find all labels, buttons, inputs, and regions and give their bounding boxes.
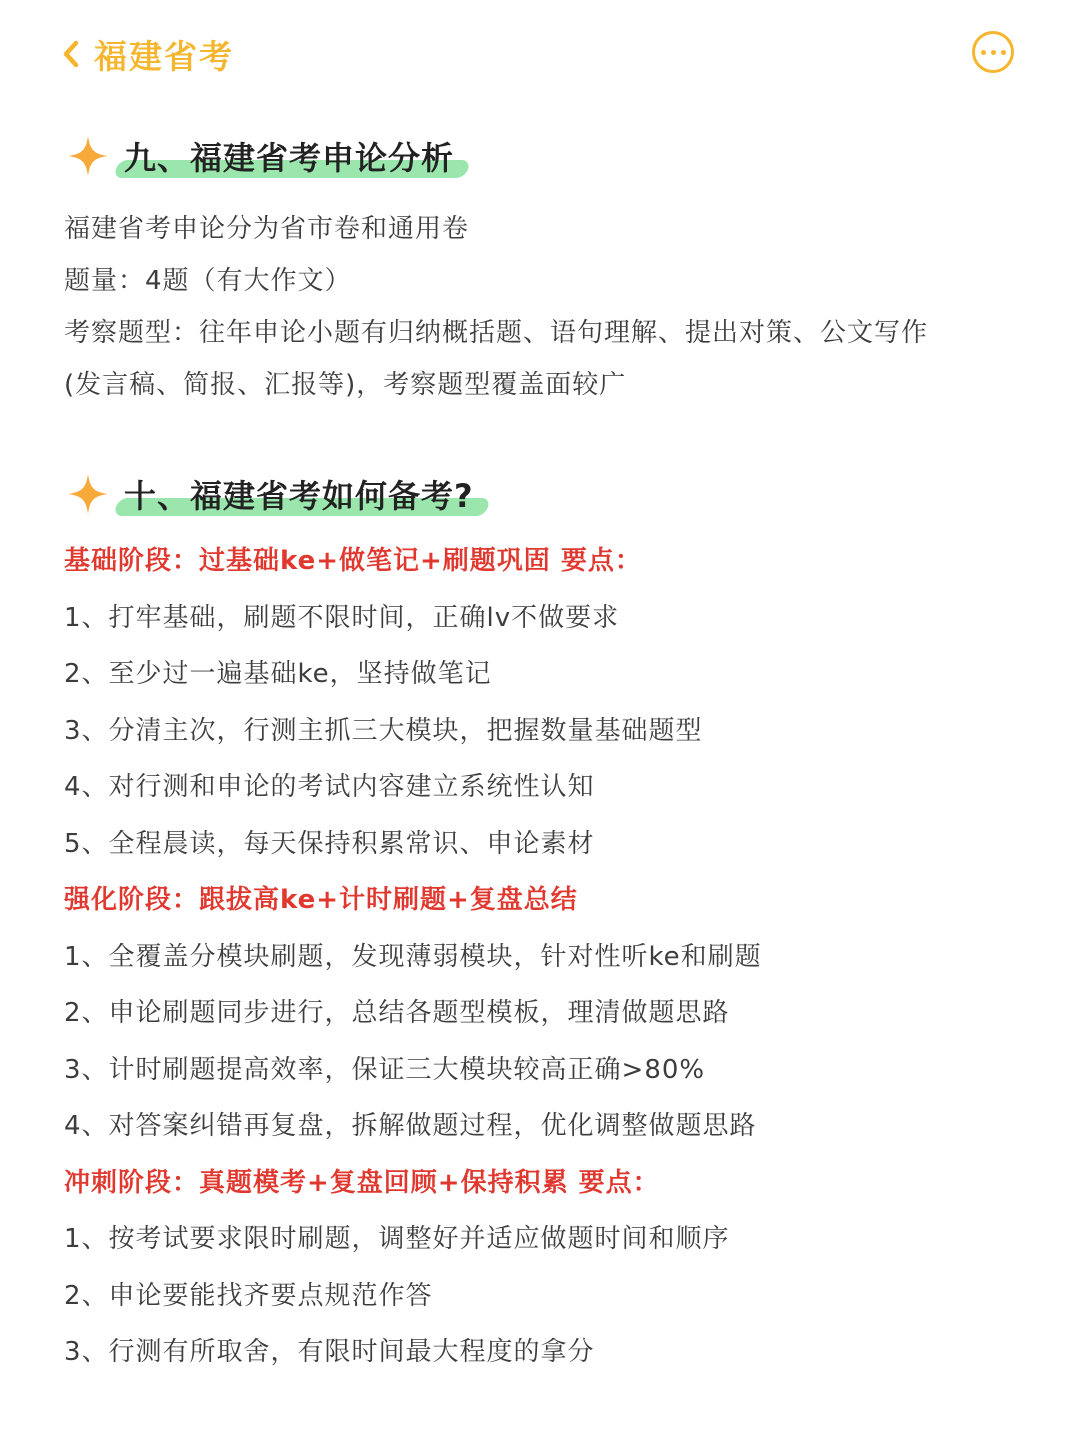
sparkle-icon	[66, 134, 110, 178]
list-item: 1、打牢基础，刷题不限时间，正确lv不做要求	[64, 603, 620, 633]
stage-title-basic: 基础阶段：过基础ke+做笔记+刷题巩固 要点：	[64, 546, 642, 576]
back-button[interactable]	[62, 30, 234, 78]
list-item: 4、对行测和申论的考试内容建立系统性认知	[64, 772, 595, 802]
section-heading	[64, 466, 1024, 522]
section-title: 九、福建省考申论分析	[122, 133, 464, 179]
list-item: 3、行测有所取舍，有限时间最大程度的拿分	[64, 1337, 595, 1367]
more-button[interactable]	[972, 31, 1014, 73]
more-dots-icon	[981, 50, 986, 55]
section-essay-analysis	[64, 128, 1024, 400]
text-line: 题量：4题（有大作文）	[64, 266, 352, 296]
chevron-left-icon	[62, 40, 80, 68]
text-line: (发言稿、简报、汇报等)，考察题型覆盖面较广	[64, 370, 627, 400]
list-item: 2、申论刷题同步进行，总结各题型模板，理清做题思路	[64, 998, 730, 1028]
list-item: 3、分清主次，行测主抓三大模块，把握数量基础题型	[64, 716, 703, 746]
list-item: 1、全覆盖分模块刷题，发现薄弱模块，针对性听ke和刷题	[64, 942, 762, 972]
list-item: 3、计时刷题提高效率，保证三大模块较高正确>80%	[64, 1055, 706, 1085]
list-item: 2、至少过一遍基础ke，坚持做笔记	[64, 659, 492, 689]
text-line: 福建省考申论分为省市卷和通用卷	[64, 214, 470, 244]
list-item: 2、申论要能找齐要点规范作答	[64, 1281, 433, 1311]
top-bar	[0, 0, 1080, 110]
page-title: 福建省考	[94, 36, 234, 76]
text-line: 考察题型：往年申论小题有归纳概括题、语句理解、提出对策、公文写作	[64, 318, 929, 348]
stage-title-sprint: 冲刺阶段：真题模考+复盘回顾+保持积累 要点：	[64, 1168, 660, 1198]
list-item: 4、对答案纠错再复盘，拆解做题过程，优化调整做题思路	[64, 1111, 757, 1141]
sparkle-icon	[66, 472, 110, 516]
list-item: 5、全程晨读，每天保持积累常识、申论素材	[64, 829, 595, 859]
section-heading	[64, 128, 1024, 184]
section-prep-guide	[64, 466, 1024, 1367]
stage-title-intensive: 强化阶段：跟拔高ke+计时刷题+复盘总结	[64, 885, 578, 915]
list-item: 1、按考试要求限时刷题，调整好并适应做题时间和顺序	[64, 1224, 730, 1254]
section-title: 十、福建省考如何备考?	[122, 471, 484, 517]
